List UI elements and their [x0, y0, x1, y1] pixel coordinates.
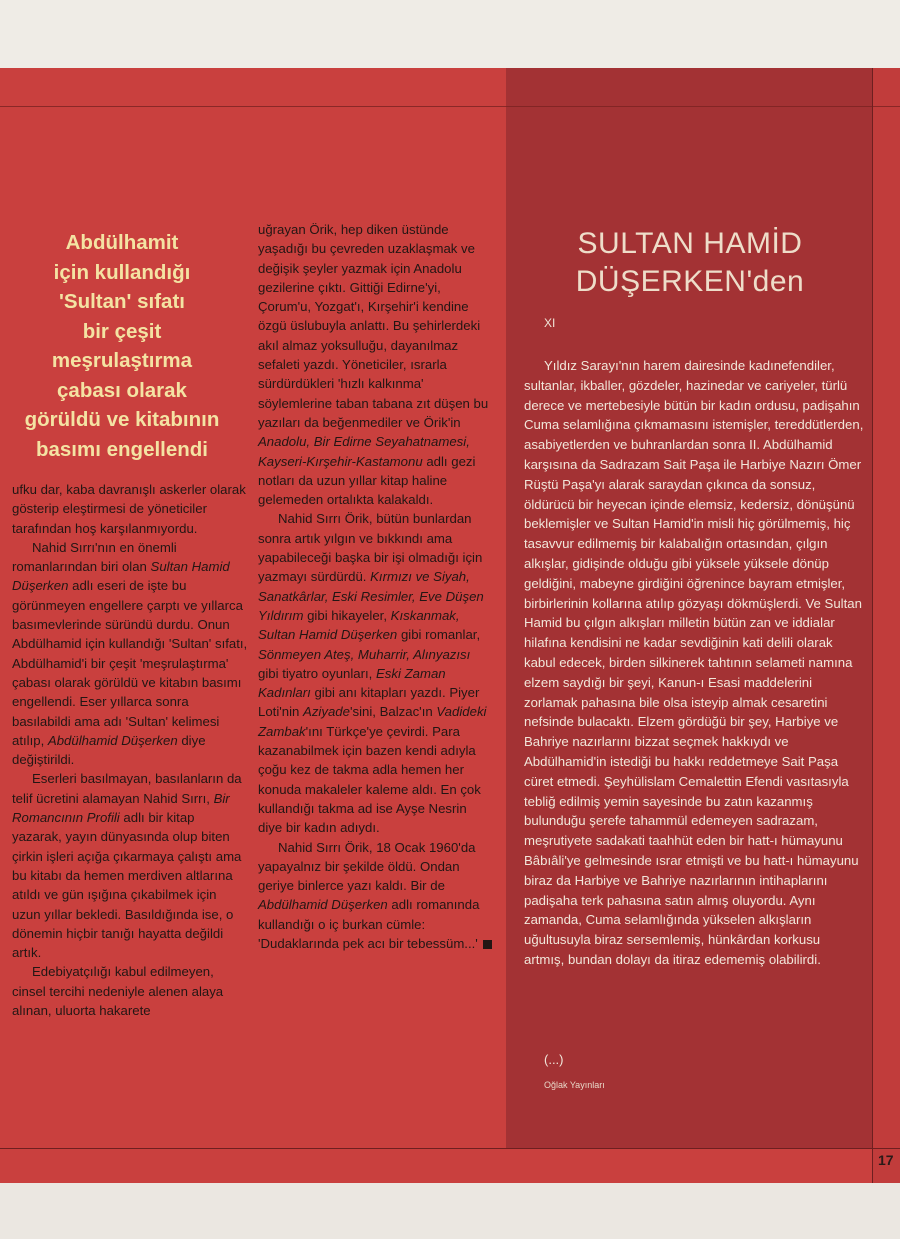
book-title: Vadideki Zambak: [258, 704, 487, 739]
text-run: gibi romanlar,: [397, 627, 481, 643]
top-rule: [0, 106, 900, 107]
text-run: Nahid Sırrı'nın en önemli romanlarından biri olan: [12, 539, 177, 575]
paragraph: [12, 769, 248, 962]
chapter-number: XI: [544, 316, 556, 330]
paragraph: [258, 509, 492, 837]
book-title: Eski Zaman Kadınları: [258, 665, 446, 701]
pull-quote-line: meşrulaştırma: [51, 349, 193, 372]
book-title: Abdülhamid Düşerken: [47, 732, 178, 748]
text-run: 'ını Türkçe'ye çevirdi. Para kazanabilmek için bazen kendi adıyla çoğu kez de takma adla hemen her konuda makaleler kaleme aldı. En çok kullandığı takma ad ise Ayşe Nesrin diye bir kadın adıydı.: [258, 723, 481, 836]
excerpt-title-line: DÜŞERKEN'den: [575, 265, 805, 298]
bottom-rule: [0, 1148, 900, 1149]
text-run: adlı gezi notları da uzun yıllar kitap haline gelemeden ortalıkta kalakaldı.: [258, 453, 476, 508]
text-run: uğrayan Örik, hep diken üstünde yaşadığı bu çevreden uzaklaşmak ve değişik şeyler yazmak için Anadolu gezilerine çıktı. Gittiği Edirne'yi, Çorum'u, Yozgat'ı, Kırşehir'i kendine özgü üslubuyla anlattı. Bu şehirlerdeki akıl almaz yoksulluğu, dayanılmaz sefaleti yazdı. Yöneticiler, ısrarla sürdürdükleri 'hızlı kalkınma' söylemlerine taban tabana zıt düşen bu yazıları da beğenmediler ve Örik'in: [258, 222, 489, 430]
pull-quote-line: Abdülhamit: [65, 231, 179, 254]
paragraph: [12, 538, 248, 770]
paragraph: Yıldız Sarayı'nın harem dairesinde kadınefendiler, sultanlar, ikballer, gözdeler, hazinedar ve cariyeler, türlü derece ve mertebesiyle bütün bir kadın ordusu, padişahın Cuma selamlığına çıkmamasını istemişler, tereddütlerden, asabiyetlerden ve buhranlardan sonra II. Abdülhamid karşısına da Sadrazam Sait Paşa ile Harbiye Nazırı Ömer Rüştü Paşa'yı alarak saraydan çıkınca da sonsuz, öldürücü bir heyecan içinde elemsiz, kedersiz, dönüşünü beklemişler ve Sultan Hamid'in misli hiç görülmemiş, hiç tasavvur edilmemiş bir kalabalığın ortasından, çılgın alkışlar, gidişinde olduğu gibi yüksele yüksele dönüp geldiğini, mabeyne girdiğini öğrenince bayram etmişler, birbirlerinin kollarına atılıp gözyaşı dökmüşlerdi. Ve Sultan Hamid bu çılgın alkışları milletin bütün zan ve iddialar hilafına kendisini ne kadar sevdiğinin kati delili olarak kabul edecek, birden silkinerek tahtının selameti namına elzem saydığı bir şeyi, Kanun-ı Esasi maddelerini zorlamak pahasına bile olsa isteyip almak cesaretini nefsinde bulacaktı. Elzem gördüğü bir şey, Harbiye ve Bahriye nazırlarını bizzat seçmek hakkıydı ve Abdülhamid'in istediği bu hakkı reddetmeye Sait Paşa cüret etmedi. Şeyhülislam Cemalettin Efendi vasıtasıyla tebliğ edilmiş yemin sayesinde bu zatın kazanmış bulunduğu şerefe tahammül edemeyen sadrazam, meşrutiyete sadakati taahhüt eden bir hatt-ı hümayunu Bâbıâli'ye gelmesinde ısrar etmişti ve bu hatt-ı hümayunu biraz da Harbiye ve Bahriye nazırlarının intihaplarını padişaha terk pahasına satın almış oluyordu. Aynı zamanda, Cuma selamlığında yükselen alkışların uğultusuyla biraz sersemlemiş, hünkârdan korkusu artmış, bundan dolayı da itiraz edememiş olabilirdi.: [524, 358, 864, 967]
paragraph: [258, 220, 492, 509]
excerpt-body: [524, 356, 864, 970]
page-bottom-margin: [0, 1183, 900, 1239]
text-run: 'sini, Balzac'ın: [349, 704, 437, 720]
excerpt-title: [520, 225, 860, 301]
pull-quote-line: için kullandığı: [53, 260, 191, 284]
end-of-article-mark: [483, 940, 492, 949]
publisher-credit: Oğlak Yayınları: [544, 1080, 605, 1090]
pull-quote-line: görüldü ve kitabının: [24, 408, 220, 431]
excerpt-title-line: SULTAN HAMİD: [577, 227, 803, 260]
text-run: adlı bir kitap yazarak, yayın dünyasında olup biten çirkin işleri açığa çıkarmaya çalıştı ama bu kitabı da hemen merdiven altlarına atıldı ve gün ışığına çıkabilmek için uzun yıllar bekledi. Basıldığında ise, o dönemin hiçbir tanığı hayatta değildi artık.: [12, 810, 242, 961]
book-title: Anadolu, Bir Edirne Seyahatnamesi, Kayseri-Kırşehir-Kastamonu: [258, 434, 470, 469]
text-run: adlı romanında kullandığı o iç burkan cümle: 'Dudaklarında pek acı bir tebessüm...': [258, 897, 480, 951]
book-title: Aziyade: [303, 704, 350, 720]
text-run: gibi tiyatro oyunları,: [258, 665, 377, 681]
book-title: Kıskanmak, Sultan Hamid Düşerken: [258, 607, 460, 643]
text-run: gibi anı kitapları yazdı. Piyer Loti'nin: [258, 685, 480, 720]
text-run: diye değiştirildi.: [12, 732, 206, 768]
excerpt-ellipsis: (...): [544, 1052, 564, 1067]
pull-quote-line: 'Sultan' sıfatı: [59, 290, 185, 313]
book-title: Sultan Hamid Düşerken: [12, 559, 230, 594]
text-run: Nahid Sırrı Örik, 18 Ocak 1960'da yapayalnız bir şekilde öldü. Ondan geriye binlerce yazı kaldı. Bir de: [258, 839, 476, 894]
book-title: Bir Romancının Profili: [12, 790, 230, 826]
paragraph: Edebiyatçılığı kabul edilmeyen, cinsel tercihi nedeniyle alenen alaya alınan, uluorta hakarete: [12, 964, 224, 1019]
pull-quote: [18, 228, 226, 464]
book-title: Sönmeyen Ateş, Muharrir, Alınyazısı: [258, 646, 471, 662]
book-title: Abdülhamid Düşerken: [258, 897, 388, 913]
article-column-1: [12, 480, 248, 1020]
pull-quote-line: bir çeşit: [82, 319, 162, 343]
page-number: 17: [878, 1152, 894, 1168]
pull-quote-line: basımı engellendi: [35, 437, 209, 461]
article-column-2: [258, 220, 492, 953]
page-edge-strip: [872, 68, 900, 1183]
book-title: Kırmızı ve Siyah, Sanatkârlar, Eski Resimler, Eve Düşen Yıldırım: [258, 569, 484, 623]
edge-rule: [872, 68, 873, 1183]
text-run: adlı eseri de işte bu görünmeyen engellere çarptı ve yıllarca basımevlerinde süründü durdu. Onun Abdülhamid için kullandığı 'Sultan' sıfatı, Abdülhamid'i bir çeşit 'meşrulaştırma' çabası olarak görüldü ve kitabın basımı engellendi. Eser yıllarca sonra basılabildi ama adı 'Sultan' kelimesi atılıp,: [12, 578, 248, 748]
page-top-margin: [0, 0, 900, 68]
text-run: Nahid Sırrı Örik, bütün bunlardan sonra artık yılgın ve bıkkındı ama yapabileceği başka bir işi olmadığı için yazmayı sürdürdü.: [258, 511, 483, 585]
pull-quote-line: çabası olarak: [57, 378, 187, 402]
paragraph: ufku dar, kaba davranışlı askerler olarak gösterip eleştirmesi de yöneticiler tarafından hoş karşılanmıyordu.: [12, 482, 246, 536]
paragraph: [258, 838, 492, 954]
text-run: gibi hikayeler,: [303, 607, 391, 623]
text-run: Eserleri basılmayan, basılanların da telif ücretini alamayan Nahid Sırrı,: [12, 771, 242, 806]
